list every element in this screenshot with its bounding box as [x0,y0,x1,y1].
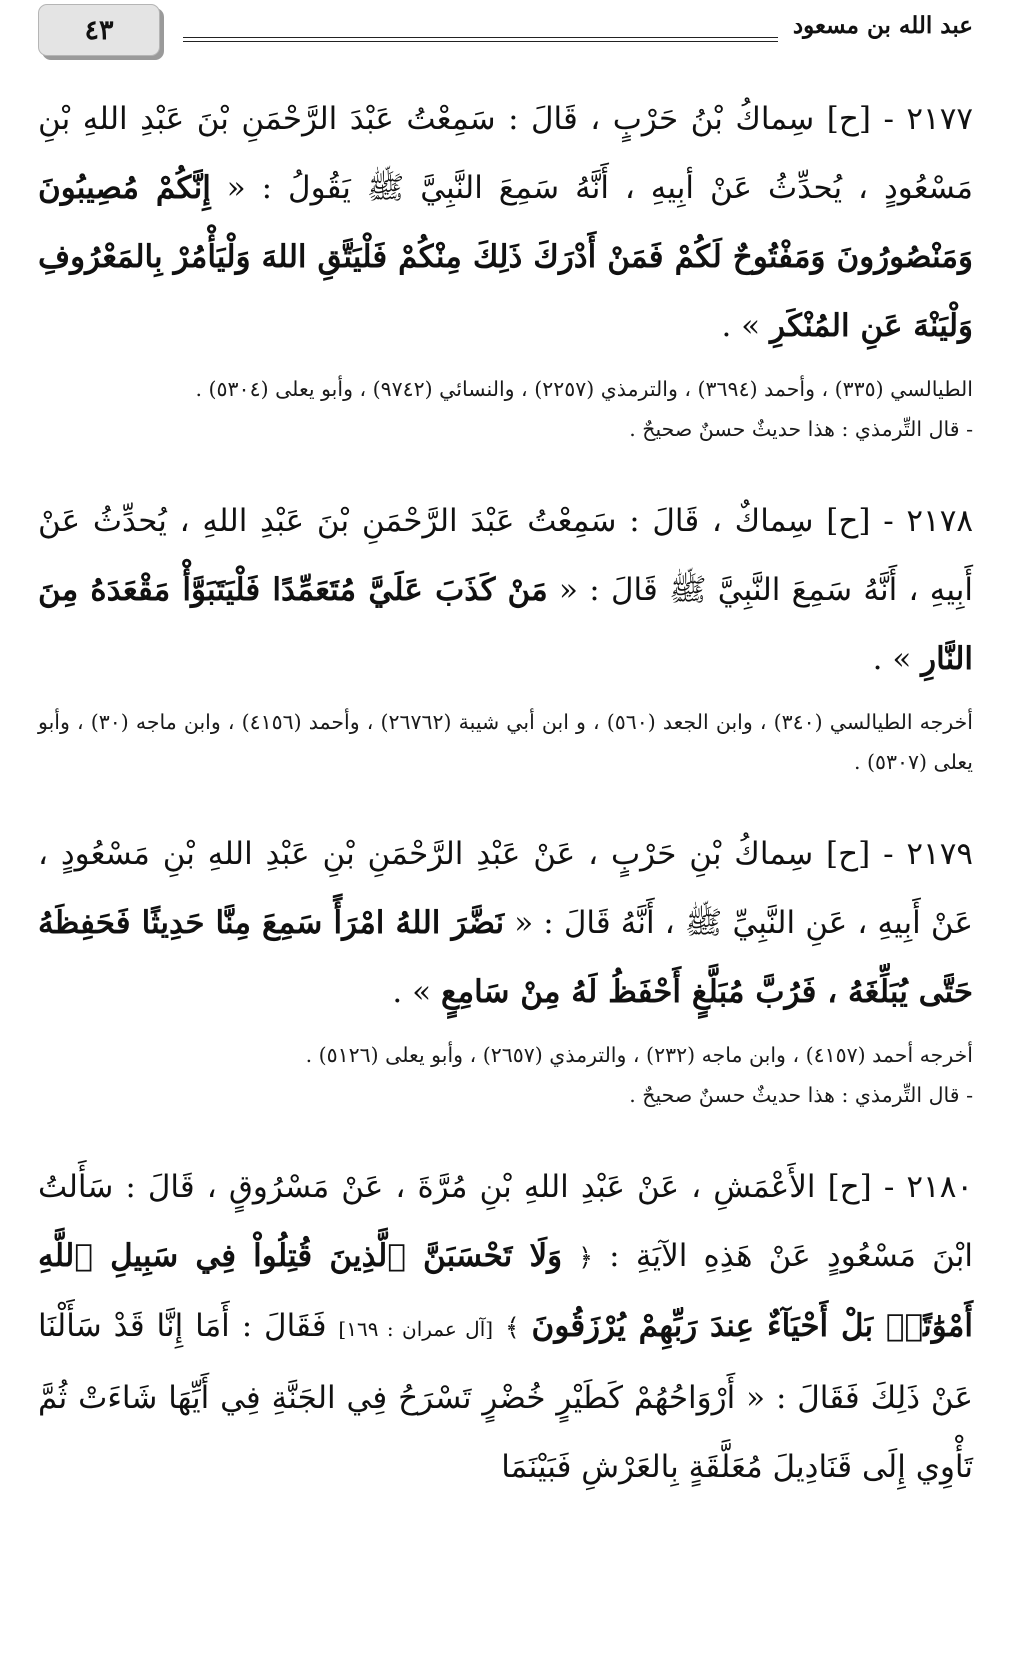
page-header [38,0,973,62]
hadith-number: ٢١٧٨ - [ح] [826,503,974,539]
hadith-isnad: سِماكُ بْنُ حَرْبٍ ، قَالَ : سَمِعْتُ عَبْدَ الرَّحْمَنِ بْنَ عَبْدِ اللهِ بْنِ مَسْعُودٍ ، يُحدِّثُ عَنْ أبِيهِ ، أَنَّهُ سَمِعَ النَّبِيَّ ﷺ يَقُولُ : « [38,101,973,206]
hadith-entry-2177 [38,85,973,449]
page-number: ٤٣ [84,14,114,46]
hadith-grading-note: - قال التِّرمذي : هذا حديثٌ حسنٌ صحيحٌ . [629,1083,973,1107]
hadith-text [38,487,973,694]
hadith-number: ٢١٧٩ - [ح] [826,836,973,872]
hadith-takhrij: أخرجه الطيالسي (٣٤٠) ، وابن الجعد (٥٦٠) ، و ابن أبي شيبة (٢٦٧٦٢) ، وأحمد (٤١٥٦) ، وابن ماجه (٣٠) ، وأبو يعلى (٥٣٠٧) . [38,710,973,774]
header-rule [183,37,778,42]
hadith-isnad: سِماكُ بْنِ حَرْبٍ ، عَنْ عَبْدِ الرَّحْمَنِ بْنِ عَبْدِ اللهِ بْنِ مَسْعُودٍ ، عَنْ أَبِيهِ ، عَنِ النَّبِيِّ ﷺ ، أَنَّهُ قَالَ : « [38,836,973,941]
ayah-close-bracket: ﴾ [504,1313,520,1342]
quran-ayah: وَلَا تَحْسَبَنَّ ٱلَّذِينَ قُتِلُواْ فِي سَبِيلِ ٱللَّهِ أَمْوَٰتًاۚ بَلْ أَحْيَآءٌ عِندَ رَبِّهِمْ يُرْزَقُونَ [38,1238,973,1344]
ayah-reference: [آل عمران : ١٦٩] [338,1317,494,1341]
hadith-entry-2178 [38,487,973,782]
hadith-takhrij: أخرجه أحمد (٤١٥٧) ، وابن ماجه (٢٣٢) ، والترمذي (٢٦٥٧) ، وأبو يعلى (٥١٢٦) . [305,1043,973,1067]
hadith-entry-2179 [38,820,973,1115]
hadith-matn: نَضَّرَ اللهُ امْرَأً سَمِعَ مِنَّا حَدِيثًا فَحَفِظَهُ حَتَّى يُبَلِّغَهُ ، فَرُبَّ مُبَلَّغٍ أَحْفَظُ لَهُ مِنْ سَامِعٍ [38,905,973,1010]
running-title: عبد الله بن مسعود [792,12,973,39]
ayah-open-bracket: ﴿ [578,1243,593,1272]
hadith-text [38,820,973,1027]
hadith-isnad: الأَعْمَشِ ، عَنْ عَبْدِ اللهِ بْنِ مُرَّةَ ، عَنْ مَسْرُوقٍ ، قَالَ : سَأَلتُ ابْنَ مَسْعُودٍ عَنْ هَذِهِ الآيَةِ : [38,1169,973,1274]
hadith-text [38,1153,973,1502]
hadith-closing: » . [392,974,432,1010]
hadith-matn: مَنْ كَذَبَ عَلَيَّ مُتَعَمِّدًا فَلْيَتَبَوَّأْ مَقْعَدَهُ مِنَ النَّارِ [38,572,973,677]
hadith-isnad: سِماكٌ ، قَالَ : سَمِعْتُ عَبْدَ الرَّحْمَنِ بْنَ عَبْدِ اللهِ ، يُحدِّثُ عَنْ أَبِيهِ ، أَنَّهُ سَمِعَ النَّبِيَّ ﷺ قَالَ : « [38,503,973,608]
page-content [38,85,973,1540]
hadith-grading-note: - قال التِّرمذي : هذا حديثٌ حسنٌ صحيحٌ . [629,417,973,441]
hadith-closing: » . [872,641,912,677]
hadith-continuation: فَقَالَ : أَمَا إِنَّا قَدْ سَأَلْنَا عَنْ ذَلِكَ فَقَالَ : « أَرْوَاحُهُمْ كَطَيْرٍ خُضْرٍ تَسْرَحُ فِي الجَنَّةِ فِي أَيِّهَا شَاءَتْ ثُمَّ تَأْوِي إِلَى قَنَادِيلَ مُعَلَّقَةٍ بِالعَرْشِ فَبَيْنَمَا [38,1308,973,1485]
page-number-box [38,4,160,56]
hadith-number: ٢١٨٠ - [ح] [827,1169,973,1205]
hadith-number: ٢١٧٧ - [ح] [826,101,973,137]
hadith-matn: إِنَّكُمْ مُصِيبُونَ وَمَنْصُورُونَ وَمَفْتُوحٌ لَكُمْ فَمَنْ أَدْرَكَ ذَلِكَ مِنْكُمْ فَلْيَتَّقِ اللهَ وَلْيَأْمُرْ بِالمَعْرُوفِ وَلْيَنْهَ عَنِ المُنْكَرِ [38,170,973,344]
hadith-text [38,85,973,361]
hadith-entry-2180 [38,1153,973,1502]
hadith-takhrij: الطيالسي (٣٣٥) ، وأحمد (٣٦٩٤) ، والترمذي (٢٢٥٧) ، والنسائي (٩٧٤٢) ، وأبو يعلى (٥٣٠٤) . [195,377,973,401]
hadith-closing: » . [721,308,761,344]
